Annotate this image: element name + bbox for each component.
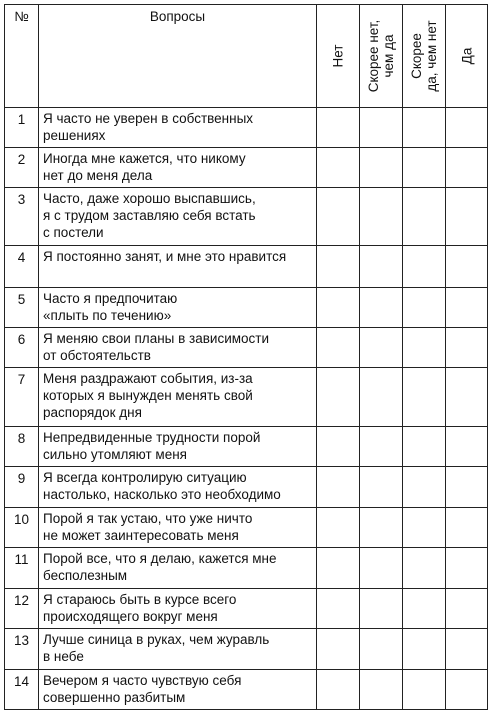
answer-label-line: чем да: [381, 34, 396, 78]
questionnaire-table: [4, 4, 488, 710]
question-line: Я постоянно занят, и мне это нравится: [43, 249, 287, 264]
row-number: 10: [5, 508, 39, 548]
answer-label: [331, 45, 346, 68]
answer-label: [366, 20, 396, 93]
question-text: [39, 328, 317, 368]
answer-cell-yes[interactable]: [446, 629, 488, 670]
answer-cell-no[interactable]: [317, 548, 360, 589]
question-line: происходящего вокруг меня: [43, 609, 218, 624]
question-line: сильно утомляют меня: [43, 447, 187, 462]
table-row: [5, 427, 488, 467]
question-line: Порой я так устаю, что уже ничто: [43, 511, 253, 526]
table-row: [5, 368, 488, 427]
answer-cell-yes[interactable]: [446, 467, 488, 508]
answer-cell-rather-no[interactable]: [360, 188, 403, 246]
header-questions: Вопросы: [39, 5, 317, 108]
question-text: [39, 467, 317, 508]
question-text: [39, 548, 317, 589]
question-line: Часто, даже хорошо выспавшись,: [43, 191, 256, 206]
header-answer-rather-yes: [403, 5, 446, 108]
header-number: №: [5, 5, 39, 108]
question-line: Порой все, что я делаю, кажется мне: [43, 551, 277, 566]
answer-cell-rather-no[interactable]: [360, 288, 403, 328]
answer-cell-no[interactable]: [317, 629, 360, 670]
answer-label: [459, 48, 474, 65]
question-text: [39, 188, 317, 246]
answer-cell-rather-yes[interactable]: [403, 508, 446, 548]
table-row: [5, 548, 488, 589]
question-line: Вечером я часто чувствую себя: [43, 673, 242, 688]
question-line: Меня раздражают события, из-за: [43, 371, 253, 386]
answer-cell-rather-yes[interactable]: [403, 188, 446, 246]
answer-cell-rather-no[interactable]: [360, 427, 403, 467]
answer-cell-rather-no[interactable]: [360, 629, 403, 670]
answer-cell-yes[interactable]: [446, 246, 488, 288]
row-number: 2: [5, 148, 39, 188]
answer-label-line: да, чем нет: [424, 20, 439, 92]
question-line: Лучше синица в руках, чем журавль: [43, 632, 270, 647]
question-text: [39, 148, 317, 188]
answer-cell-no[interactable]: [317, 427, 360, 467]
question-text: [39, 427, 317, 467]
answer-cell-rather-no[interactable]: [360, 548, 403, 589]
row-number: 9: [5, 467, 39, 508]
table-row: [5, 148, 488, 188]
answer-cell-yes[interactable]: [446, 427, 488, 467]
answer-label-line: Нет: [330, 44, 346, 68]
question-line: бесполезным: [43, 568, 128, 583]
question-line: настолько, насколько это необходимо: [43, 487, 281, 502]
question-line: совершенно разбитым: [43, 690, 186, 705]
answer-cell-rather-yes[interactable]: [403, 328, 446, 368]
header-answer-yes: [446, 5, 488, 108]
answer-cell-rather-yes[interactable]: [403, 108, 446, 148]
answer-cell-rather-yes[interactable]: [403, 467, 446, 508]
question-text: [39, 589, 317, 629]
answer-cell-no[interactable]: [317, 288, 360, 328]
answer-cell-yes[interactable]: [446, 548, 488, 589]
answer-cell-yes[interactable]: [446, 670, 488, 710]
answer-cell-rather-no[interactable]: [360, 508, 403, 548]
table-row: [5, 246, 488, 288]
question-line: Я меняю свои планы в зависимости: [43, 331, 269, 346]
question-line: «плыть по течению»: [43, 308, 172, 323]
answer-cell-yes[interactable]: [446, 288, 488, 328]
answer-cell-yes[interactable]: [446, 148, 488, 188]
row-number: 1: [5, 108, 39, 148]
header-answer-rather-no: [360, 5, 403, 108]
answer-label-line: Скорее нет,: [366, 19, 381, 93]
answer-cell-yes[interactable]: [446, 368, 488, 427]
row-number: 6: [5, 328, 39, 368]
question-line: которых я вынужден менять свой: [43, 388, 253, 403]
question-line: решениях: [43, 128, 106, 143]
answer-cell-no[interactable]: [317, 328, 360, 368]
answer-cell-rather-yes[interactable]: [403, 148, 446, 188]
answer-cell-rather-no[interactable]: [360, 246, 403, 288]
answer-cell-rather-yes[interactable]: [403, 288, 446, 328]
answer-cell-no[interactable]: [317, 670, 360, 710]
answer-cell-no[interactable]: [317, 467, 360, 508]
answer-cell-rather-no[interactable]: [360, 108, 403, 148]
answer-cell-rather-no[interactable]: [360, 589, 403, 629]
answer-cell-yes[interactable]: [446, 328, 488, 368]
answer-cell-rather-yes[interactable]: [403, 670, 446, 710]
question-line: Часто я предпочитаю: [43, 291, 178, 306]
question-line: не может заинтересовать меня: [43, 528, 239, 543]
question-text: [39, 246, 317, 288]
question-line: Я всегда контролирую ситуацию: [43, 470, 247, 485]
answer-cell-no[interactable]: [317, 589, 360, 629]
answer-cell-rather-yes[interactable]: [403, 246, 446, 288]
question-line: в небе: [43, 649, 84, 664]
answer-cell-yes[interactable]: [446, 108, 488, 148]
question-line: Я стараюсь быть в курсе всего: [43, 592, 237, 607]
answer-cell-rather-yes[interactable]: [403, 368, 446, 427]
row-number: 8: [5, 427, 39, 467]
answer-cell-yes[interactable]: [446, 508, 488, 548]
answer-cell-yes[interactable]: [446, 589, 488, 629]
row-number: 12: [5, 589, 39, 629]
answer-cell-rather-yes[interactable]: [403, 427, 446, 467]
question-text: [39, 108, 317, 148]
question-text: [39, 508, 317, 548]
answer-cell-no[interactable]: [317, 368, 360, 427]
table-row: [5, 108, 488, 148]
table-row: [5, 328, 488, 368]
row-number: 3: [5, 188, 39, 246]
table-row: [5, 288, 488, 328]
question-line: Непредвиденные трудности порой: [43, 430, 261, 445]
question-line: с постели: [43, 225, 104, 240]
answer-cell-rather-no[interactable]: [360, 467, 403, 508]
answer-cell-rather-no[interactable]: [360, 368, 403, 427]
row-number: 5: [5, 288, 39, 328]
question-text: [39, 670, 317, 710]
answer-cell-no[interactable]: [317, 508, 360, 548]
table-row: [5, 188, 488, 246]
question-line: нет до меня дела: [43, 168, 153, 183]
answer-label: [409, 20, 439, 91]
answer-cell-no[interactable]: [317, 148, 360, 188]
row-number: 7: [5, 368, 39, 427]
row-number: 11: [5, 548, 39, 589]
row-number: 13: [5, 629, 39, 670]
question-text: [39, 288, 317, 328]
header-row: [5, 5, 488, 108]
question-line: Иногда мне кажется, что никому: [43, 151, 246, 166]
answer-cell-rather-no[interactable]: [360, 328, 403, 368]
table-row: [5, 629, 488, 670]
answer-cell-no[interactable]: [317, 246, 360, 288]
answer-cell-rather-no[interactable]: [360, 670, 403, 710]
table-row: [5, 589, 488, 629]
answer-cell-yes[interactable]: [446, 188, 488, 246]
answer-cell-rather-yes[interactable]: [403, 548, 446, 589]
answer-cell-rather-no[interactable]: [360, 148, 403, 188]
row-number: 14: [5, 670, 39, 710]
answer-cell-rather-yes[interactable]: [403, 589, 446, 629]
question-line: я с трудом заставляю себя встать: [43, 208, 256, 223]
table-row: [5, 508, 488, 548]
question-text: [39, 368, 317, 427]
table-row: [5, 670, 488, 710]
header-answer-no: [317, 5, 360, 108]
question-line: от обстоятельств: [43, 348, 151, 363]
question-line: Я часто не уверен в собственных: [43, 111, 254, 126]
answer-cell-no[interactable]: [317, 108, 360, 148]
row-number: 4: [5, 246, 39, 288]
answer-cell-no[interactable]: [317, 188, 360, 246]
answer-label-line: Да: [459, 47, 474, 65]
question-line: распорядок дня: [43, 405, 142, 420]
answer-cell-rather-yes[interactable]: [403, 629, 446, 670]
table-row: [5, 467, 488, 508]
answer-label-line: Скорее: [409, 33, 424, 79]
question-text: [39, 629, 317, 670]
